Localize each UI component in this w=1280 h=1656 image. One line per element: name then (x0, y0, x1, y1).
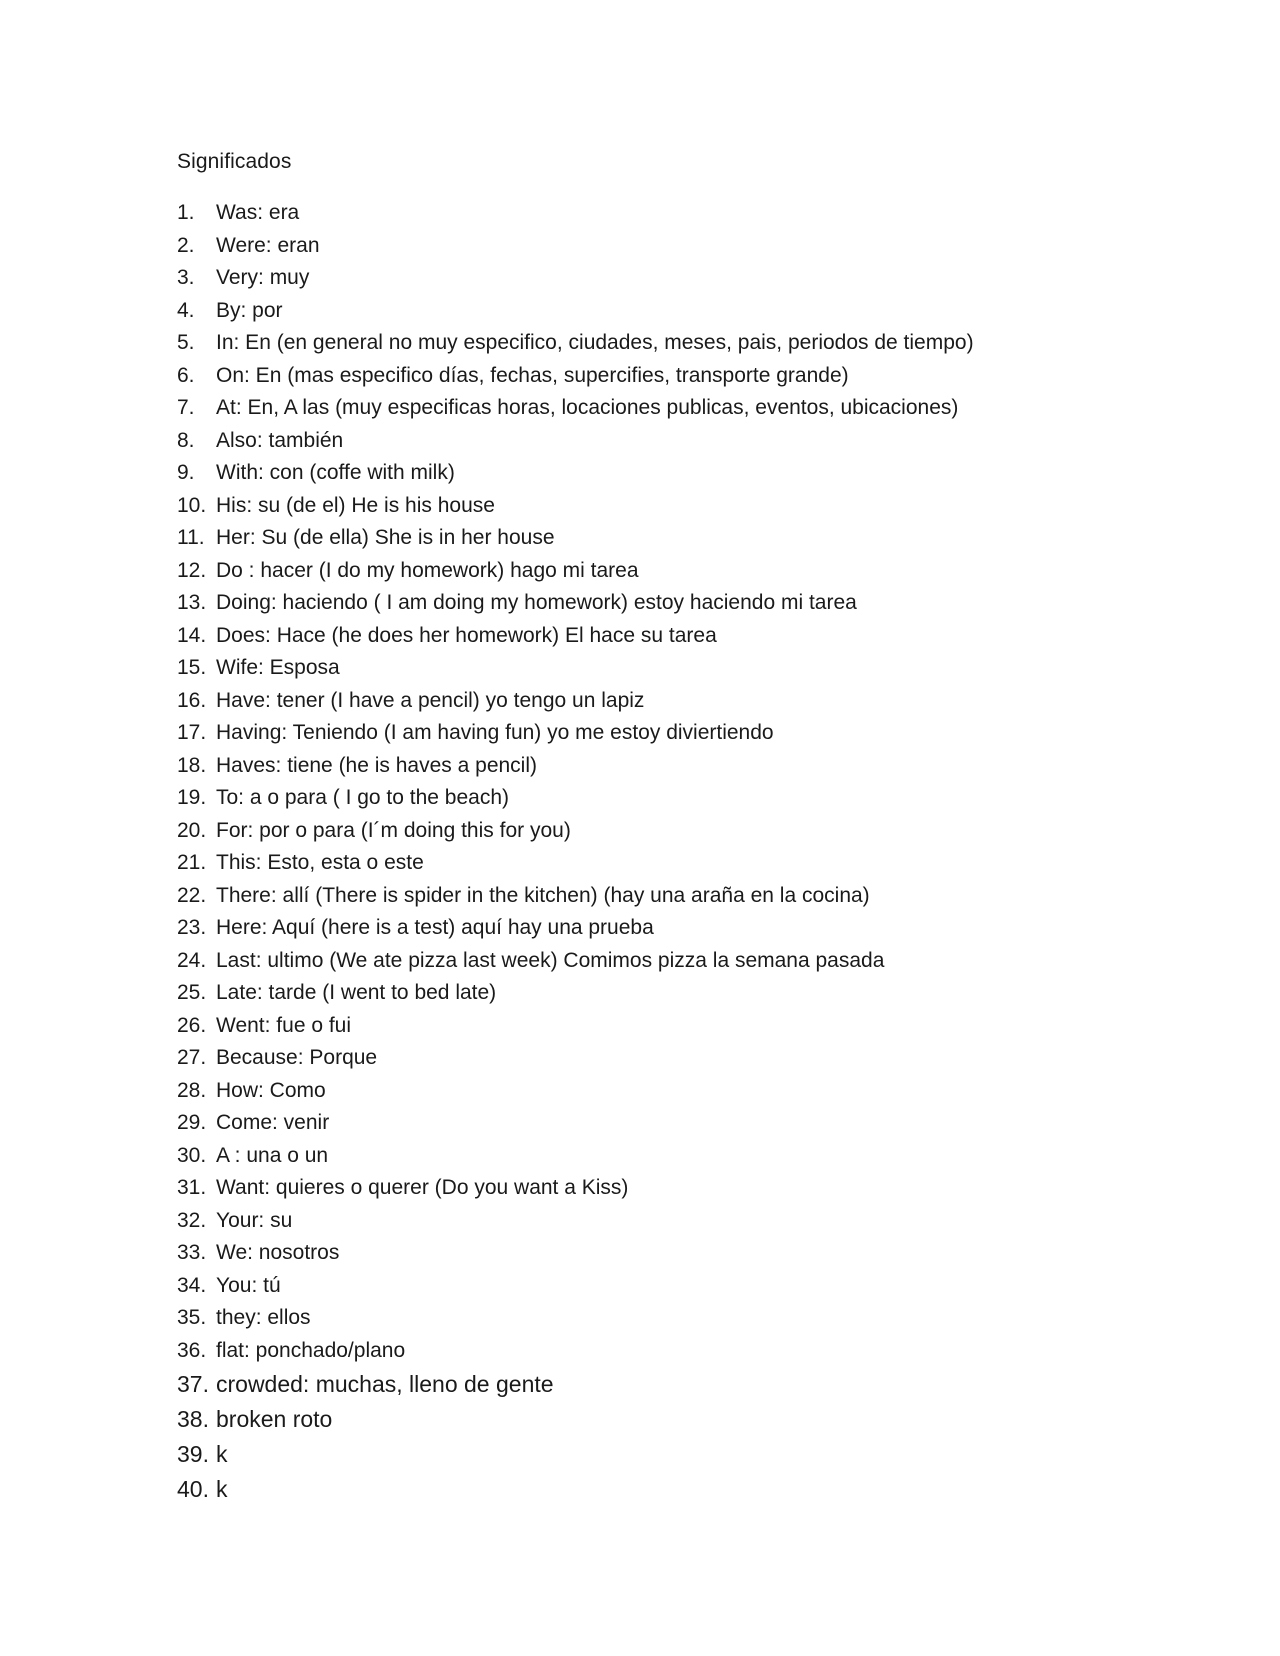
list-item (177, 1367, 974, 1402)
list-item-text: His: su (de el) He is his house (216, 493, 495, 517)
list-item-number: 31. (177, 1176, 207, 1199)
list-item (177, 587, 974, 620)
list-item-number: 23. (177, 916, 207, 939)
list-item-number: 3. (177, 266, 195, 289)
list-item (177, 945, 974, 978)
list-item (177, 1302, 974, 1335)
list-item (177, 197, 974, 230)
list-item-text: By: por (216, 298, 283, 322)
list-item-text: Doing: haciendo ( I am doing my homework) estoy haciendo mi tarea (216, 591, 857, 614)
list-item-number: 7. (177, 396, 195, 419)
list-item (177, 1237, 974, 1270)
list-item (177, 847, 974, 880)
document-title: Significados (177, 150, 292, 173)
list-item-number: 18. (177, 753, 207, 777)
list-item (177, 392, 974, 425)
list-item-number: 24. (177, 948, 207, 972)
list-item-text: Was: era (216, 201, 300, 224)
list-item-text: broken roto (216, 1406, 333, 1432)
list-item (177, 1205, 974, 1238)
list-item-number: 37. (177, 1371, 209, 1397)
list-item-number: 39. (177, 1441, 209, 1467)
list-item-number: 29. (177, 1111, 207, 1134)
list-item (177, 295, 974, 328)
list-item-number: 14. (177, 623, 207, 647)
list-item-number: 5. (177, 331, 195, 354)
list-item-number: 32. (177, 1208, 207, 1232)
list-item (177, 1402, 974, 1437)
list-item-number: 35. (177, 1306, 207, 1329)
list-item-text: Do : hacer (I do my homework) hago mi tarea (216, 558, 639, 582)
list-item-number: 12. (177, 558, 207, 582)
list-item-text: To: a o para ( I go to the beach) (216, 786, 510, 809)
list-item (177, 522, 974, 555)
list-item (177, 490, 974, 523)
vocabulary-list (177, 197, 974, 1507)
list-item (177, 1335, 974, 1368)
list-item-text: they: ellos (216, 1306, 311, 1329)
list-item (177, 1270, 974, 1303)
list-item (177, 912, 974, 945)
list-item-number: 33. (177, 1241, 207, 1264)
list-item-text: Haves: tiene (he is haves a pencil) (216, 753, 537, 777)
list-item-number: 20. (177, 818, 207, 842)
list-item (177, 620, 974, 653)
list-item-text: k (216, 1476, 228, 1502)
list-item-text: Her: Su (de ella) She is in her house (216, 526, 555, 549)
list-item-text: A : una o un (216, 1143, 329, 1167)
list-item (177, 327, 974, 360)
list-item-text: How: Como (216, 1078, 326, 1102)
list-item (177, 425, 974, 458)
list-item-text: Also: también (216, 428, 344, 452)
list-item-text: Went: fue o fui (216, 1013, 352, 1037)
list-item-text: This: Esto, esta o este (216, 851, 424, 874)
list-item (177, 1172, 974, 1205)
list-item-text: Were: eran (216, 233, 320, 257)
list-item-text: Having: Teniendo (I am having fun) yo me estoy diviertiendo (216, 721, 774, 744)
list-item (177, 1042, 974, 1075)
list-item-number: 13. (177, 591, 207, 614)
list-item-number: 15. (177, 656, 207, 679)
list-item-number: 10. (177, 493, 207, 517)
list-item (177, 750, 974, 783)
list-item-text: Last: ultimo (We ate pizza last week) Comimos pizza la semana pasada (216, 948, 885, 972)
list-item-number: 2. (177, 233, 195, 257)
list-item-number: 17. (177, 721, 207, 744)
list-item-text: k (216, 1441, 228, 1467)
list-item (177, 652, 974, 685)
list-item (177, 717, 974, 750)
list-item-number: 1. (177, 201, 195, 224)
list-item-text: For: por o para (I´m doing this for you) (216, 818, 571, 842)
list-item (177, 880, 974, 913)
list-item-number: 22. (177, 883, 207, 907)
list-item-text: Come: venir (216, 1111, 330, 1134)
list-item (177, 1010, 974, 1043)
list-item-text: flat: ponchado/plano (216, 1338, 406, 1362)
list-item-number: 16. (177, 688, 207, 712)
list-item-text: With: con (coffe with milk) (216, 461, 455, 484)
list-item-text: Have: tener (I have a pencil) yo tengo un lapiz (216, 688, 645, 712)
list-item-number: 26. (177, 1013, 207, 1037)
list-item (177, 360, 974, 393)
list-item-text: On: En (mas especifico días, fechas, supercifies, transporte grande) (216, 363, 849, 387)
list-item (177, 1140, 974, 1173)
list-item-number: 21. (177, 851, 207, 874)
list-item-text: Late: tarde (I went to bed late) (216, 981, 497, 1004)
list-item-number: 40. (177, 1476, 209, 1502)
list-item-text: Because: Porque (216, 1046, 378, 1069)
list-item (177, 555, 974, 588)
list-item (177, 1107, 974, 1140)
list-item-number: 19. (177, 786, 207, 809)
list-item (177, 262, 974, 295)
list-item (177, 457, 974, 490)
list-item (177, 230, 974, 263)
list-item-number: 30. (177, 1143, 207, 1167)
list-item-number: 36. (177, 1338, 207, 1362)
list-item-text: In: En (en general no muy especifico, ciudades, meses, pais, periodos de tiempo) (216, 331, 974, 354)
list-item-number: 8. (177, 428, 195, 452)
list-item-number: 28. (177, 1078, 207, 1102)
list-item (177, 782, 974, 815)
list-item-number: 6. (177, 363, 195, 387)
list-item (177, 1472, 974, 1507)
list-item-text: There: allí (There is spider in the kitchen) (hay una araña en la cocina) (216, 883, 870, 907)
list-item-text: At: En, A las (muy especificas horas, locaciones publicas, eventos, ubicaciones) (216, 396, 959, 419)
list-item-text: crowded: muchas, lleno de gente (216, 1371, 554, 1397)
list-item (177, 815, 974, 848)
list-item-number: 4. (177, 298, 195, 322)
list-item-text: Here: Aquí (here is a test) aquí hay una prueba (216, 916, 654, 939)
list-item-text: You: tú (216, 1273, 281, 1297)
list-item-number: 38. (177, 1406, 209, 1432)
list-item-text: Very: muy (216, 266, 310, 289)
list-item-text: Does: Hace (he does her homework) El hace su tarea (216, 623, 717, 647)
list-item (177, 685, 974, 718)
list-item-number: 25. (177, 981, 207, 1004)
list-item-text: Your: su (216, 1208, 293, 1232)
list-item-number: 34. (177, 1273, 207, 1297)
list-item (177, 977, 974, 1010)
list-item-text: We: nosotros (216, 1241, 340, 1264)
list-item-text: Wife: Esposa (216, 656, 340, 679)
list-item (177, 1075, 974, 1108)
list-item-number: 27. (177, 1046, 207, 1069)
list-item-number: 11. (177, 526, 205, 549)
list-item-number: 9. (177, 461, 195, 484)
list-item (177, 1437, 974, 1472)
list-item-text: Want: quieres o querer (Do you want a Kiss) (216, 1176, 629, 1199)
